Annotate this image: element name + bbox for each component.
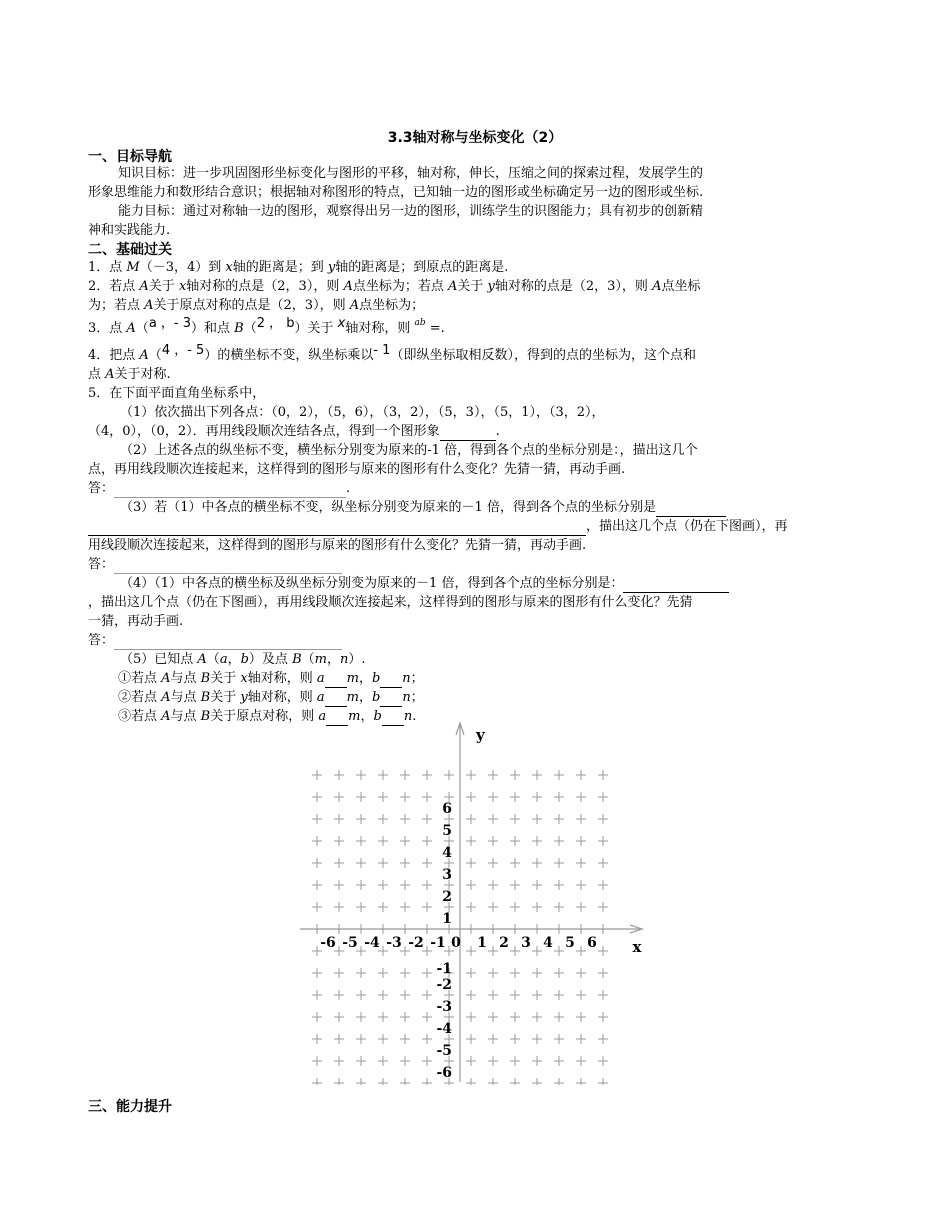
answer-blank[interactable]: [114, 635, 342, 650]
grid-marker: [356, 880, 366, 890]
grid-marker: [598, 836, 608, 846]
y-tick-label: 1: [442, 911, 452, 927]
grid-marker: [400, 1034, 410, 1044]
grid-marker: [466, 968, 476, 978]
grid-marker: [444, 770, 454, 780]
grid-marker: [532, 836, 542, 846]
grid-marker: [334, 1012, 344, 1022]
grid-marker: [422, 990, 432, 1000]
answer-line-3: 答：: [88, 555, 342, 574]
answer-blank[interactable]: [114, 483, 346, 498]
grid-marker: [532, 858, 542, 868]
answer-blank[interactable]: [656, 502, 726, 517]
grid-marker: [466, 880, 476, 890]
grid-marker: [356, 770, 366, 780]
question-3: 3．点 A（a ，- 3）和点 B（2 ， b）关于 x轴对称，则 $^{ab}$ =.: [88, 316, 445, 336]
grid-marker: [510, 836, 520, 846]
grid-marker: [576, 946, 586, 956]
grid-marker: [422, 858, 432, 868]
grid-marker: [598, 770, 608, 780]
grid-marker: [488, 880, 498, 890]
grid-marker: [510, 792, 520, 802]
grid-marker: [510, 1056, 520, 1066]
grid-marker: [312, 1012, 322, 1022]
question-2-line-2: 为；若点 A关于原点对称的点是（2，3），则 A点坐标为；: [88, 298, 425, 313]
grid-marker: [532, 1056, 542, 1066]
question-1: 1．点 M（－3，4）到 x轴的距离是；到 y轴的距离是；到原点的距离是.: [88, 260, 509, 275]
grid-marker: [576, 1012, 586, 1022]
grid-marker: [378, 1034, 388, 1044]
x-tick-label: -1: [430, 935, 446, 951]
section-ability-heading: 三、能力提升: [88, 1099, 172, 1115]
grid-marker: [532, 1078, 542, 1085]
x-tick-label: 1: [477, 935, 487, 951]
grid-marker: [576, 1034, 586, 1044]
grid-marker: [312, 858, 322, 868]
y-tick-label: -5: [436, 1043, 452, 1059]
x-tick-label: 4: [543, 935, 553, 951]
answer-blank[interactable]: [440, 426, 496, 441]
x-tick-label: -3: [386, 935, 402, 951]
grid-marker: [554, 968, 564, 978]
y-tick-label: 5: [442, 823, 452, 839]
answer-blank[interactable]: [88, 521, 586, 536]
grid-marker: [378, 858, 388, 868]
grid-marker: [576, 902, 586, 912]
grid-marker: [598, 792, 608, 802]
question-5-part-3-line-1: （3）若（1）中各点的横坐标不变，纵坐标分别变为原来的－1 倍，得到各个点的坐标分别是: [120, 498, 726, 517]
grid-marker: [334, 902, 344, 912]
y-tick-label: 6: [442, 801, 452, 817]
grid-marker: [488, 1034, 498, 1044]
question-5-part-2-line-1: （2）上述各点的纵坐标不变，横坐标分别变为原来的-1 倍，得到各个点的坐标分别是：，描出这几个: [120, 443, 698, 458]
grid-marker: [598, 1012, 608, 1022]
knowledge-goal-line-2: 形象思维能力和数形结合意识；根据轴对称图形的特点，已知轴一边的图形或坐标确定另一边的图形或坐标.: [88, 185, 704, 200]
grid-marker: [576, 770, 586, 780]
grid-marker: [422, 1012, 432, 1022]
grid-marker: [356, 902, 366, 912]
grid-marker: [356, 1012, 366, 1022]
y-tick-label: -3: [436, 999, 452, 1015]
grid-marker: [532, 1034, 542, 1044]
grid-marker: [378, 968, 388, 978]
grid-marker: [466, 1012, 476, 1022]
grid-marker: [422, 770, 432, 780]
grid-marker: [510, 902, 520, 912]
x-tick-label: -2: [408, 935, 424, 951]
grid-marker: [554, 1078, 564, 1085]
grid-marker: [598, 990, 608, 1000]
grid-marker: [488, 1078, 498, 1085]
grid-marker: [598, 814, 608, 824]
grid-marker: [466, 814, 476, 824]
question-5-part-1-line-2: （4，0），（0，2）．再用线段顺次连结各点，得到一个图形象 .: [88, 424, 500, 439]
grid-marker: [554, 946, 564, 956]
grid-marker: [356, 1078, 366, 1085]
grid-marker: [312, 1078, 322, 1085]
grid-marker: [378, 1012, 388, 1022]
grid-marker: [334, 880, 344, 890]
grid-marker: [488, 1056, 498, 1066]
grid-marker: [312, 1034, 322, 1044]
x-tick-label: 5: [565, 935, 575, 951]
section-goals-heading: 一、目标导航: [88, 149, 172, 165]
grid-marker: [510, 1012, 520, 1022]
condition-x-axis-symmetry: ①若点 A与点 B关于 x轴对称，则 a m，b n；: [118, 671, 424, 686]
grid-marker: [554, 814, 564, 824]
grid-marker: [532, 1012, 542, 1022]
grid-marker: [466, 836, 476, 846]
grid-marker: [598, 858, 608, 868]
grid-marker: [554, 902, 564, 912]
grid-marker: [532, 946, 542, 956]
grid-marker: [334, 792, 344, 802]
grid-marker: [422, 814, 432, 824]
y-tick-label: 2: [442, 889, 452, 905]
grid-marker: [356, 990, 366, 1000]
grid-marker: [598, 946, 608, 956]
x-tick-label: 2: [499, 935, 509, 951]
condition-y-axis-symmetry: ②若点 A与点 B关于 y轴对称，则 a m，b n；: [118, 690, 424, 705]
grid-marker: [334, 1056, 344, 1066]
grid-marker: [510, 1034, 520, 1044]
grid-marker: [378, 990, 388, 1000]
grid-marker: [488, 792, 498, 802]
answer-blank[interactable]: [623, 578, 729, 593]
grid-marker: [378, 836, 388, 846]
grid-marker: [334, 836, 344, 846]
grid-marker: [598, 968, 608, 978]
grid-marker: [554, 1034, 564, 1044]
grid-marker: [576, 880, 586, 890]
grid-marker: [466, 990, 476, 1000]
y-axis-label: y: [476, 726, 485, 744]
grid-marker: [312, 792, 322, 802]
grid-marker: [312, 836, 322, 846]
grid-marker: [356, 858, 366, 868]
grid-marker: [400, 1012, 410, 1022]
grid-marker: [488, 836, 498, 846]
grid-marker: [378, 770, 388, 780]
grid-marker: [510, 990, 520, 1000]
grid-marker: [488, 858, 498, 868]
grid-marker: [510, 1078, 520, 1085]
grid-marker: [356, 1056, 366, 1066]
grid-marker: [378, 814, 388, 824]
grid-marker: [488, 902, 498, 912]
grid-marker: [510, 858, 520, 868]
grid-marker: [400, 902, 410, 912]
grid-marker: [400, 858, 410, 868]
y-tick-label: -2: [436, 977, 452, 993]
grid-marker: [312, 968, 322, 978]
grid-marker: [554, 836, 564, 846]
question-2-line-1: 2．若点 A关于 x轴对称的点是（2，3），则 A点坐标为；若点 A关于 y轴对称的点是（2，3），则 A点坐标: [88, 279, 701, 294]
question-5-part-4-line-2: ，描出这几个点（仍在下图画），再用线段顺次连接起来，这样得到的图形与原来的图形有什么变化？先猜: [88, 595, 693, 610]
grid-marker: [356, 792, 366, 802]
grid-marker: [422, 880, 432, 890]
grid-marker: [466, 946, 476, 956]
grid-marker: [356, 1034, 366, 1044]
grid-marker: [466, 858, 476, 868]
grid-marker: [532, 770, 542, 780]
question-5-part-3-line-2: ，描出这几个点（仍在下图画），再: [88, 517, 788, 536]
grid-marker: [598, 902, 608, 912]
grid-marker: [510, 814, 520, 824]
grid-marker: [576, 858, 586, 868]
grid-marker: [334, 1034, 344, 1044]
grid-marker: [554, 770, 564, 780]
x-tick-label: 3: [521, 935, 531, 951]
grid-marker: [400, 968, 410, 978]
grid-marker: [422, 968, 432, 978]
grid-marker: [576, 1078, 586, 1085]
grid-marker: [400, 990, 410, 1000]
grid-marker: [356, 814, 366, 824]
grid-marker: [576, 990, 586, 1000]
grid-marker: [576, 814, 586, 824]
y-tick-label: -6: [436, 1065, 452, 1081]
grid-marker: [466, 1056, 476, 1066]
grid-marker: [334, 814, 344, 824]
grid-marker: [422, 1056, 432, 1066]
grid-marker: [488, 946, 498, 956]
y-tick-label: 4: [442, 845, 452, 861]
answer-blank[interactable]: [114, 559, 342, 574]
x-tick-label: -5: [342, 935, 358, 951]
condition-origin-symmetry: ③若点 A与点 B关于原点对称，则 a m，b n.: [118, 709, 417, 724]
grid-marker: [554, 1012, 564, 1022]
grid-marker: [312, 1056, 322, 1066]
grid-marker: [378, 1078, 388, 1085]
grid-marker: [400, 792, 410, 802]
section-basics-heading: 二、基础过关: [88, 242, 172, 258]
grid-marker: [598, 1034, 608, 1044]
question-5-part-1-line-1: （1）依次描出下列各点：（0，2），（5，6），（3，2），（5，3），（5，1），（3，2），: [120, 405, 605, 420]
grid-marker: [576, 1056, 586, 1066]
grid-marker: [488, 990, 498, 1000]
grid-marker: [400, 1056, 410, 1066]
grid-marker: [532, 880, 542, 890]
question-5-intro: 5．在下面平面直角坐标系中，: [88, 386, 266, 401]
grid-marker: [598, 880, 608, 890]
question-4-line-1: 4．把点 A（4 ，- 5）的横坐标不变，纵坐标乘以- 1（即纵坐标取相反数），得到的点的坐标为，这个点和: [88, 343, 696, 363]
grid-marker: [400, 880, 410, 890]
grid-marker: [576, 836, 586, 846]
answer-blank[interactable]: [325, 673, 347, 688]
grid-marker: [378, 1056, 388, 1066]
y-tick-label: -4: [436, 1021, 452, 1037]
answer-blank[interactable]: [380, 673, 402, 688]
grid-marker: [510, 946, 520, 956]
grid-marker: [532, 814, 542, 824]
grid-marker: [576, 792, 586, 802]
grid-marker: [532, 968, 542, 978]
grid-marker: [554, 880, 564, 890]
grid-marker: [312, 814, 322, 824]
grid-marker: [422, 1078, 432, 1085]
x-tick-label: -6: [320, 935, 336, 951]
question-5-part-2-line-2: 点，再用线段顺次连接起来，这样得到的图形与原来的图形有什么变化？先猜一猜，再动手画.: [88, 462, 626, 477]
grid-marker: [554, 1056, 564, 1066]
y-tick-label: 3: [442, 867, 452, 883]
grid-marker: [598, 1056, 608, 1066]
grid-marker: [356, 968, 366, 978]
grid-marker: [488, 968, 498, 978]
grid-marker: [488, 814, 498, 824]
question-4-line-2: 点 A关于对称.: [88, 367, 171, 382]
answer-line-2: 答： .: [88, 481, 351, 496]
grid-marker: [466, 770, 476, 780]
grid-marker: [400, 836, 410, 846]
grid-marker: [378, 902, 388, 912]
answer-line-4: 答：: [88, 631, 342, 650]
knowledge-goal-line-1: 知识目标：进一步巩固图形坐标变化与图形的平移，轴对称，伸长，压缩之间的探索过程，发展学生的: [118, 166, 704, 181]
grid-marker: [510, 880, 520, 890]
grid-marker: [422, 792, 432, 802]
question-5-part-3-line-3: 用线段顺次连接起来，这样得到的图形与原来的图形有什么变化？先猜一猜，再动手画.: [88, 538, 587, 553]
grid-marker: [510, 968, 520, 978]
grid-marker: [598, 1078, 608, 1085]
grid-marker: [378, 880, 388, 890]
grid-marker: [334, 858, 344, 868]
grid-marker: [554, 990, 564, 1000]
grid-marker: [400, 770, 410, 780]
ability-goal-line-2: 神和实践能力.: [88, 223, 171, 238]
grid-marker: [422, 1034, 432, 1044]
grid-marker: [510, 770, 520, 780]
grid-marker: [400, 814, 410, 824]
question-5-part-5: （5）已知点 A（a，b）及点 B（m，n）.: [120, 652, 366, 667]
question-5-part-4-line-1: （4）（1）中各点的横坐标及纵坐标分别变为原来的－1 倍，得到各个点的坐标分别是：: [120, 574, 729, 593]
page-title: 3.3轴对称与坐标变化（2）: [387, 130, 563, 146]
grid-marker: [422, 836, 432, 846]
x-axis-label: x: [632, 938, 642, 956]
grid-marker: [334, 770, 344, 780]
grid-marker: [488, 1012, 498, 1022]
x-tick-label: -4: [364, 935, 380, 951]
grid-marker: [422, 902, 432, 912]
grid-marker: [400, 1078, 410, 1085]
grid-marker: [378, 792, 388, 802]
question-5-part-4-line-3: 一猜，再动手画.: [88, 614, 184, 629]
grid-marker: [466, 792, 476, 802]
grid-marker: [532, 792, 542, 802]
grid-marker: [312, 902, 322, 912]
grid-marker: [312, 770, 322, 780]
grid-marker: [334, 968, 344, 978]
x-tick-label: 0: [451, 935, 461, 951]
grid-marker: [334, 990, 344, 1000]
grid-marker: [312, 880, 322, 890]
grid-marker: [466, 1034, 476, 1044]
y-tick-label: -1: [436, 961, 452, 977]
grid-marker: [312, 990, 322, 1000]
grid-marker: [466, 1078, 476, 1085]
grid-marker: [334, 1078, 344, 1085]
grid-marker: [576, 968, 586, 978]
answer-blank[interactable]: [325, 692, 347, 707]
x-tick-label: 6: [587, 935, 597, 951]
grid-marker: [554, 792, 564, 802]
answer-blank[interactable]: [380, 692, 402, 707]
grid-marker: [532, 902, 542, 912]
ability-goal-line-1: 能力目标：通过对称轴一边的图形，观察得出另一边的图形，训练学生的识图能力；具有初步的创新精: [118, 204, 704, 219]
coordinate-grid[interactable]: [300, 720, 660, 1085]
grid-marker: [554, 858, 564, 868]
grid-marker: [532, 990, 542, 1000]
grid-marker: [488, 770, 498, 780]
grid-marker: [466, 902, 476, 912]
grid-marker: [356, 836, 366, 846]
